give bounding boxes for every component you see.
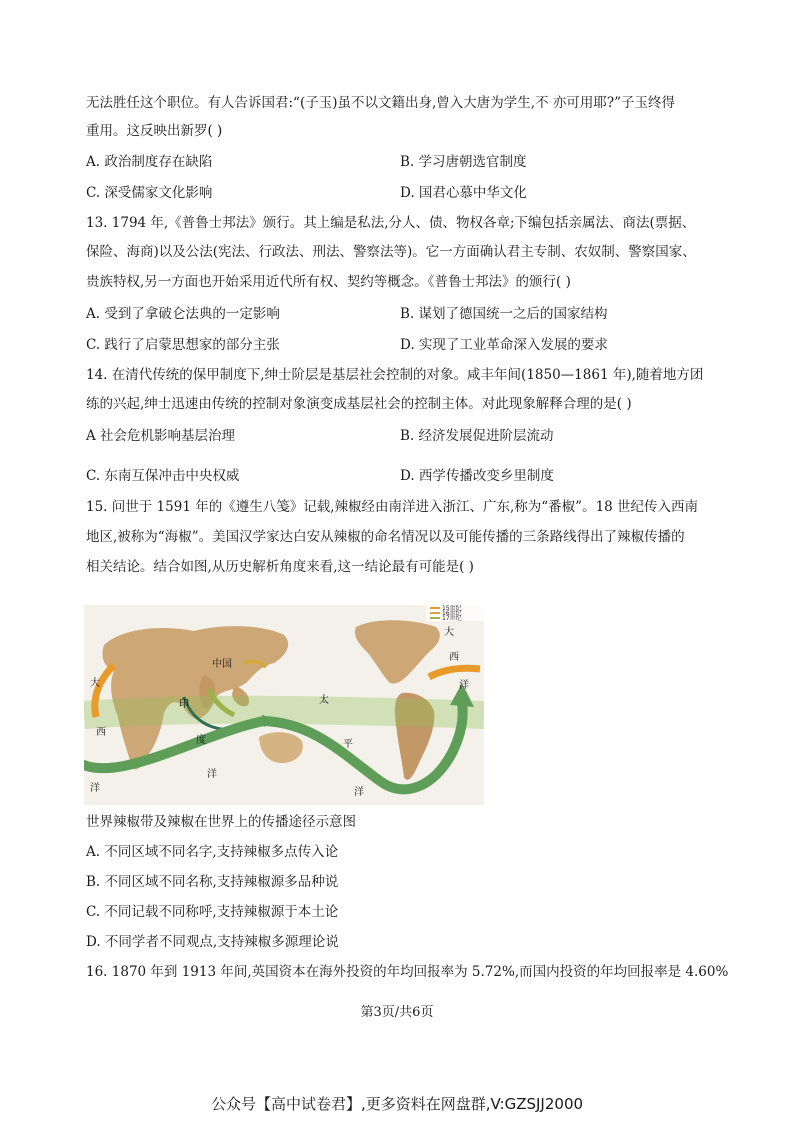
- map-label-atlantic-e3: 洋: [459, 680, 469, 691]
- page-number: 第3页/共6页: [360, 1005, 434, 1020]
- legend-label-15: 15世纪: [442, 605, 462, 612]
- map-label-indian-2: 度: [196, 735, 206, 746]
- legend-label-17: 17世纪: [442, 615, 462, 622]
- map-label-pacific-3: 洋: [354, 787, 364, 798]
- legend-label-16: 16世纪: [442, 610, 462, 617]
- map-label-indian-3: 洋: [207, 769, 217, 780]
- q13-text-line-1: 13. 1794 年,《普鲁士邦法》颁行。其上编是私法,分人、债、物权各章;下编包括亲属法、商法(票据、: [86, 215, 696, 231]
- q14-option-c[interactable]: C. 东南互保冲击中央权威: [86, 468, 240, 484]
- q12-option-b[interactable]: B. 学习唐朝选官制度: [400, 154, 527, 170]
- q15-option-c[interactable]: C. 不同记载不同称呼,支持辣椒源于本土论: [86, 904, 339, 920]
- q13-text-line-2: 保险、海商)以及公法(宪法、行政法、刑法、警察法等)。它一方面确认君主专制、农奴制、警察国家、: [86, 244, 696, 260]
- q13-option-d[interactable]: D. 实现了工业革命深入发展的要求: [400, 337, 608, 353]
- map-label-atlantic-e1: 大: [444, 627, 454, 638]
- q15-option-b[interactable]: B. 不同区域不同名称,支持辣椒源多品种说: [86, 874, 339, 890]
- map-label-indian-1: 印: [179, 699, 189, 710]
- q14-text-line-2: 练的兴起,绅士迅速由传统的控制对象演变成基层社会的控制主体。对此现象解释合理的是( ): [86, 396, 632, 412]
- q12-option-d[interactable]: D. 国君心慕中华文化: [400, 185, 527, 201]
- map-label-pacific-2: 平: [343, 739, 353, 750]
- q14-option-b[interactable]: B. 经济发展促进阶层流动: [400, 428, 554, 444]
- map-legend: [426, 605, 484, 622]
- map-label-pacific-1: 太: [319, 695, 329, 706]
- q15-text-line-1: 15. 问世于 1591 年的《遵生八笺》记载,辣椒经由南洋进入浙江、广东,称为“番椒”。18 世纪传入西南: [86, 499, 699, 515]
- q15-option-a[interactable]: A. 不同区域不同名字,支持辣椒多点传入论: [86, 844, 339, 860]
- q12-option-c[interactable]: C. 深受儒家文化影响: [86, 185, 213, 201]
- q14-text-line-1: 14. 在清代传统的保甲制度下,绅士阶层是基层社会控制的对象。咸丰年间(1850—1861 年),随着地方团: [86, 367, 704, 383]
- q13-text-line-3: 贵族特权,另一方面也开始采用近代所有权、契约等概念。《普鲁士邦法》的颁行( ): [86, 274, 571, 290]
- q12-text-line-1: 无法胜任这个职位。有人告诉国君:“(子玉)虽不以文籍出身,曾入大唐为学生,不 亦可用耶?”子玉终得: [86, 95, 675, 111]
- footer-watermark-text: 公众号【高中试卷君】,更多资料在网盘群,V:GZSJJ2000: [210, 1095, 584, 1113]
- map-label-atlantic-w1: 大: [90, 678, 100, 689]
- q16-text-line-1: 16. 1870 年到 1913 年间,英国资本在海外投资的年均回报率为 5.72%,而国内投资的年均回报率是 4.60%: [86, 964, 729, 980]
- chili-belt-band: [84, 710, 484, 715]
- q13-option-c[interactable]: C. 践行了启蒙思想家的部分主张: [86, 337, 280, 353]
- map-label-atlantic-e2: 西: [449, 652, 459, 663]
- q14-option-a[interactable]: A 社会危机影响基层治理: [86, 428, 236, 444]
- map-svg: [84, 605, 484, 805]
- map-label-china: 中国: [212, 659, 232, 670]
- q13-option-a[interactable]: A. 受到了拿破仑法典的一定影响: [86, 306, 280, 322]
- q15-text-line-2: 地区,被称为“海椒”。美国汉学家达白安从辣椒的命名情况以及可能传播的三条路线得出了辣椒传播的: [86, 529, 685, 545]
- q12-option-a[interactable]: A. 政治制度存在缺陷: [86, 154, 213, 170]
- q12-text-line-2: 重用。这反映出新罗( ): [86, 123, 223, 139]
- map-label-atlantic-w2: 西: [96, 727, 106, 738]
- q13-option-b[interactable]: B. 谋划了德国统一之后的国家结构: [400, 306, 608, 322]
- chili-spread-map: [84, 605, 484, 805]
- map-caption: 世界辣椒带及辣椒在世界上的传播途径示意图: [86, 814, 356, 830]
- q15-text-line-3: 相关结论。结合如图,从历史解析角度来看,这一结论最有可能是( ): [86, 559, 474, 575]
- q14-option-d[interactable]: D. 西学传播改变乡里制度: [400, 468, 554, 484]
- map-label-atlantic-w3: 洋: [90, 783, 100, 794]
- q15-option-d[interactable]: D. 不同学者不同观点,支持辣椒多源理论说: [86, 934, 339, 950]
